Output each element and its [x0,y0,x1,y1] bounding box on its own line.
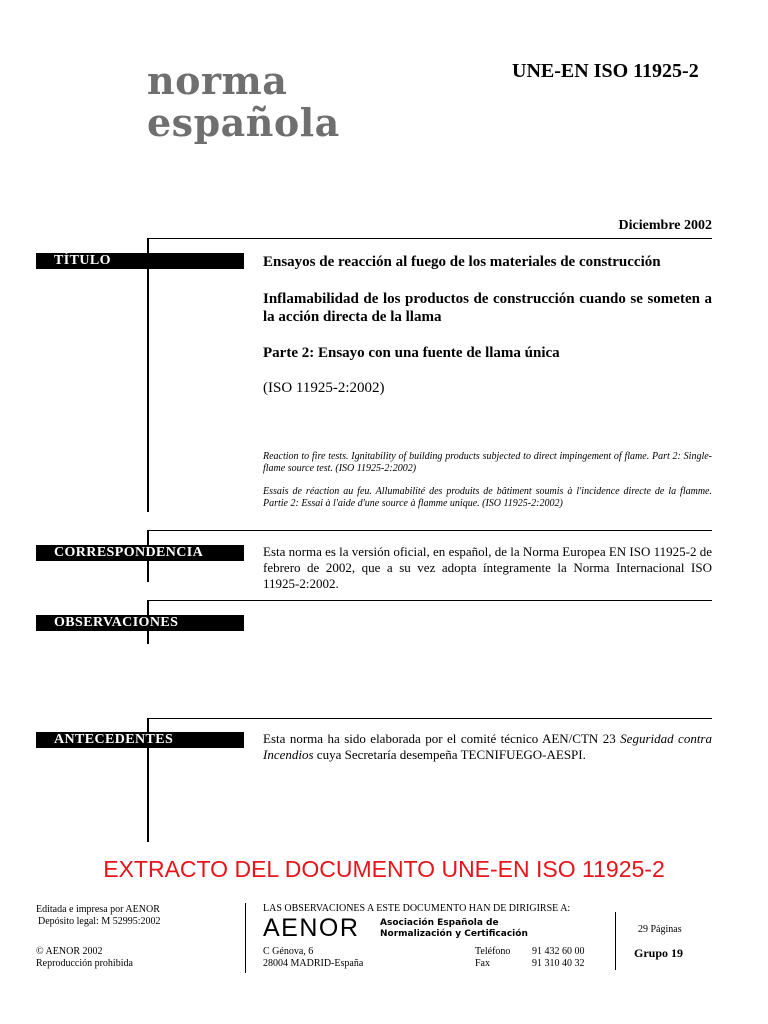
address-line-1: C Génova, 6 [263,946,314,957]
aenor-subtitle-line-2: Normalización y Certificación [380,929,528,939]
title-line-3: Parte 2: Ensayo con una fuente de llama única [263,345,560,361]
brand-line-1: norma [147,58,288,103]
phone-label: Teléfono [475,946,511,957]
footer-left-top [36,904,161,928]
page-count: 29 Páginas [638,924,682,935]
publication-date: Diciembre 2002 [618,218,712,233]
antecedentes-text-part-2: cuya Secretaría desempeña TECNIFUEGO-AESPI. [313,747,586,762]
section-label-observaciones: OBSERVACIONES [36,615,244,631]
title-line-1: Ensayos de reacción al fuego de los materiales de construcción [263,254,661,270]
observaciones-note: LAS OBSERVACIONES A ESTE DOCUMENTO HAN DE DIRIGIRSE A: [263,903,571,914]
brand-title [147,60,340,144]
title-french: Essais de réaction au feu. Allumabilité des produits de bâtiment soumis à l'incidence directe de la flamme. Partie 2: Essai à l'aide d'une source à flamme unique. (ISO 11925-2:2002) [263,486,712,509]
section-label-correspondencia: CORRESPONDENCIA [36,545,244,561]
section-label-titulo: TÍTULO [36,253,244,269]
address [263,946,363,970]
standard-code: UNE-EN ISO 11925-2 [512,60,699,82]
divider [147,718,712,719]
antecedentes-text-part-1: Esta norma ha sido elaborada por el comité técnico AEN/CTN 23 [263,731,621,746]
extract-banner: EXTRACTO DEL DOCUMENTO UNE-EN ISO 11925-2 [103,856,665,882]
correspondencia-text: Esta norma es la versión oficial, en español, de la Norma Europea EN ISO 11925-2 de febrero de 2002, que a su vez adopta íntegramente la Norma Internacional ISO 11925-2:2002. [263,544,712,591]
group-number: Grupo 19 [634,946,684,960]
brand-line-2: española [147,100,340,145]
committee-name: Seguridad contra Incendios [263,731,712,762]
pages-box [615,912,716,970]
fax-label: Fax [475,958,490,969]
phone-number: 91 432 60 00 [532,946,585,957]
iso-reference: (ISO 11925-2:2002) [263,380,385,396]
contact-numbers [532,946,585,970]
antecedentes-text [263,731,712,763]
contact-labels [475,946,510,970]
aenor-subtitle-line-1: Asociación Española de [380,918,499,928]
address-line-2: 28004 MADRID-España [263,958,364,969]
legal-deposit: Depósito legal: M 52995:2002 [38,916,161,927]
divider [147,238,712,239]
aenor-subtitle [380,918,528,940]
copyright: © AENOR 2002 [36,946,103,957]
footer-left-bottom [36,946,133,970]
fax-number: 91 310 40 32 [532,958,585,969]
title-english: Reaction to fire tests. Ignitability of building products subjected to direct impingement of flame. Part 2: Single-flame source test. (ISO 11925-2:2002) [263,451,712,474]
edited-by: Editada e impresa por AENOR [36,904,160,915]
divider [147,600,712,601]
vertical-rule [147,238,149,512]
aenor-logo: AENOR [263,914,360,942]
title-line-2: Inflamabilidad de los productos de construcción cuando se someten a la acción directa de la llama [263,291,712,325]
section-label-antecedentes: ANTECEDENTES [36,732,244,748]
reproduction-notice: Reproducción prohibida [36,958,133,969]
footer-divider [245,903,246,973]
divider [147,530,712,531]
